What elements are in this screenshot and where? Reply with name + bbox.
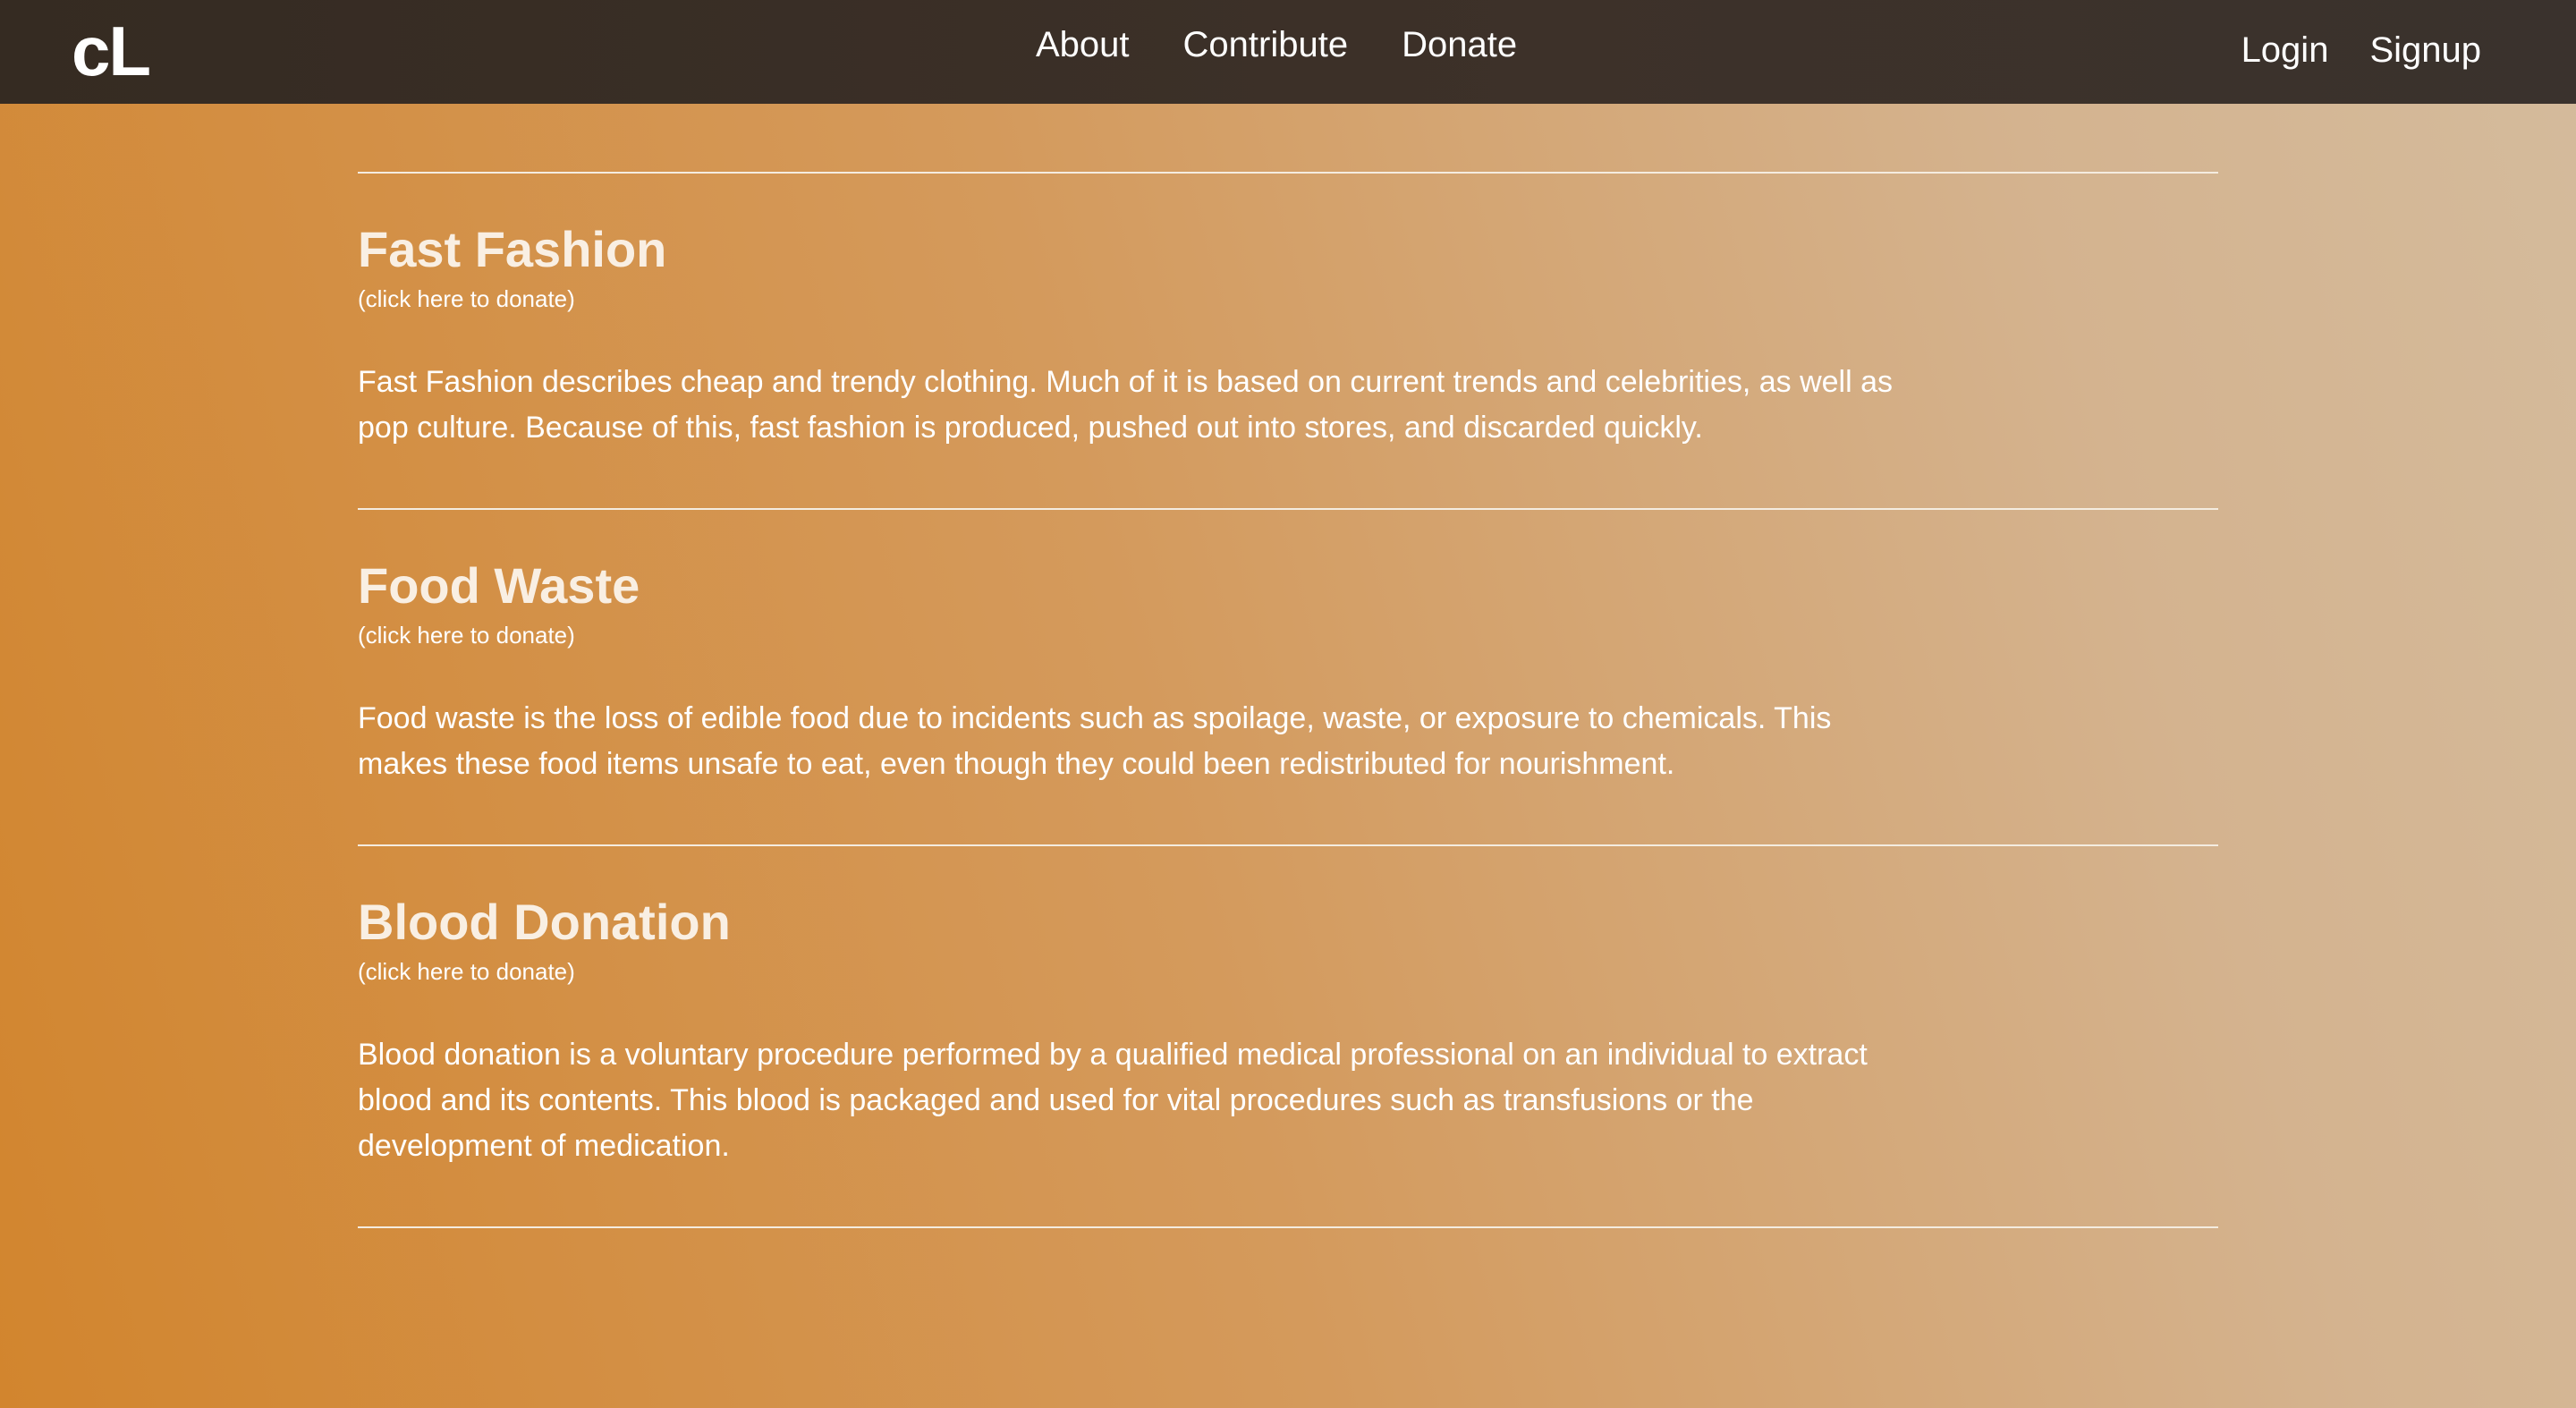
divider xyxy=(358,1226,2218,1228)
account-nav xyxy=(2241,25,2481,75)
navbar xyxy=(0,0,2576,104)
cause-description: Blood donation is a voluntary procedure performed by a qualified medical professional on an individual to extract blood and its contents. This blood is packaged and used for vital procedures such as transfusions or the development of medication. xyxy=(358,1038,1868,1163)
nav-link-contribute[interactable]: Contribute xyxy=(1182,25,1349,64)
nav-link-about[interactable]: About xyxy=(1036,25,1130,64)
donate-link[interactable]: (click here to donate) xyxy=(358,285,575,312)
cause-description: Fast Fashion describes cheap and trendy clothing. Much of it is based on current trends and celebrities, as well as pop culture. Because of this, fast fashion is produced, pushed out into stores, and discarded quickly. xyxy=(358,365,1894,445)
cause-title[interactable]: Fast Fashion xyxy=(358,221,667,277)
cause-blood-donation xyxy=(358,846,2218,1226)
causes-list xyxy=(358,172,2218,1228)
donate-link[interactable]: (click here to donate) xyxy=(358,622,575,649)
nav-link-donate[interactable]: Donate xyxy=(1402,25,1518,64)
cause-title[interactable]: Food Waste xyxy=(358,557,640,614)
cause-fast-fashion xyxy=(358,174,2218,508)
main-nav xyxy=(1036,20,1517,70)
cause-description: Food waste is the loss of edible food due to incidents such as spoilage, waste, or exposure to chemicals. This makes these food items unsafe to eat, even though they could been redistributed for nourishment. xyxy=(358,701,1832,781)
site-logo[interactable]: cL xyxy=(72,12,150,90)
cause-food-waste xyxy=(358,510,2218,844)
cause-title[interactable]: Blood Donation xyxy=(358,894,731,950)
login-link[interactable]: Login xyxy=(2241,30,2329,70)
donate-link[interactable]: (click here to donate) xyxy=(358,958,575,985)
signup-link[interactable]: Signup xyxy=(2369,30,2481,70)
